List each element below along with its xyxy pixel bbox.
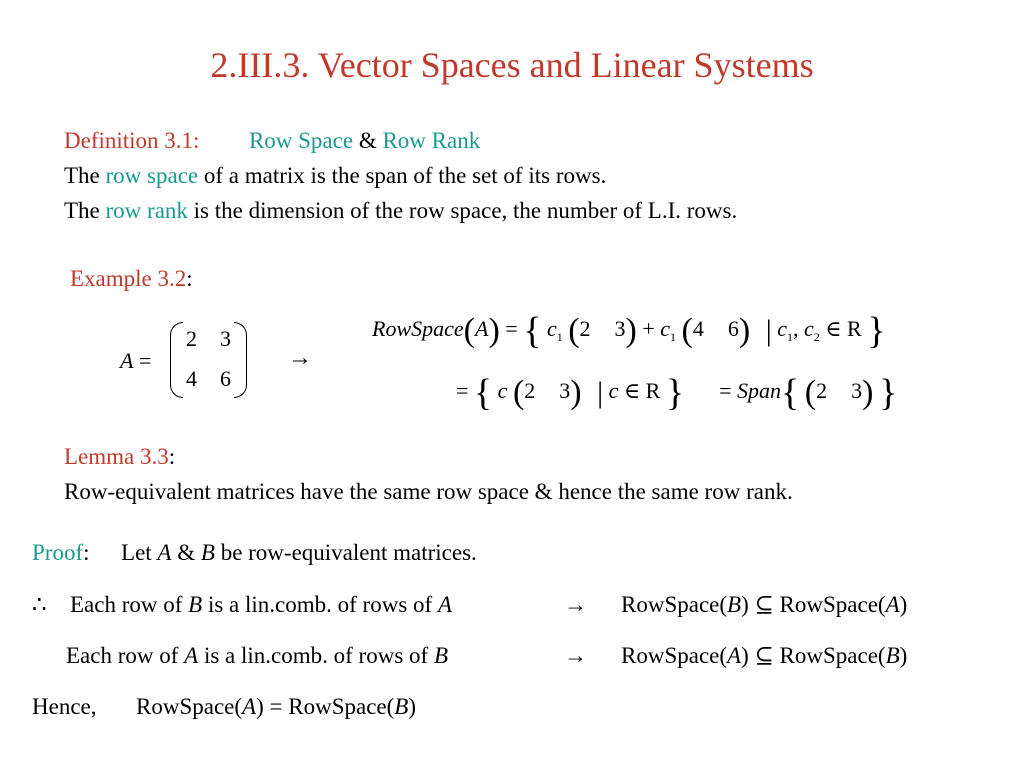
- text: The: [64, 163, 106, 188]
- paren: ): [570, 374, 582, 411]
- coef: c: [546, 316, 557, 341]
- equals: =: [505, 316, 518, 341]
- brace: {: [473, 372, 493, 414]
- text: ): [741, 643, 749, 668]
- text: RowSpace(: [779, 643, 886, 668]
- element-of: ∈: [623, 378, 641, 403]
- arrow: →: [564, 643, 587, 668]
- vec-entry: 3: [614, 316, 626, 341]
- var: A: [184, 643, 199, 668]
- arrow: →: [564, 592, 587, 617]
- equals: =: [719, 378, 732, 403]
- subscript: 1: [556, 330, 563, 344]
- amp: &: [358, 128, 377, 153]
- proof-colon: :: [83, 540, 90, 565]
- text: ): [741, 592, 749, 617]
- rowspace-equation: [372, 312, 885, 350]
- text: &: [171, 540, 201, 565]
- therefore-symbol: ∴: [32, 592, 47, 617]
- paren: ): [738, 312, 751, 349]
- text: Let: [121, 540, 158, 565]
- equals: =: [269, 694, 283, 719]
- brace: {: [781, 372, 800, 414]
- paren: (: [568, 312, 580, 349]
- var: A: [727, 643, 742, 668]
- proof-label: Proof: [32, 540, 84, 565]
- vec-entry: 2: [816, 378, 828, 403]
- reals-symbol: R: [847, 316, 862, 341]
- proof-line-1-conclusion: [621, 592, 907, 618]
- text: ): [408, 694, 417, 719]
- proof-line-2-conclusion: [621, 643, 907, 669]
- reals-symbol: R: [645, 378, 661, 403]
- equals: =: [456, 378, 469, 403]
- var: B: [433, 643, 448, 668]
- lemma-colon: :: [168, 444, 176, 469]
- paren: (: [512, 374, 525, 411]
- var: A: [885, 592, 900, 617]
- such-that-bar: |: [597, 376, 604, 409]
- slide-title: 2.III.3. Vector Spaces and Linear Systems: [210, 45, 814, 85]
- subset-symbol: ⊆: [754, 592, 774, 617]
- brace: }: [867, 310, 886, 352]
- text: The: [64, 198, 106, 223]
- var: B: [394, 694, 409, 719]
- proof-hence: [32, 694, 416, 720]
- lemma-label: Lemma 3.3: [64, 444, 169, 469]
- paren: (: [463, 312, 475, 349]
- arg: A: [474, 316, 489, 341]
- definition-line-2: [64, 198, 737, 224]
- text: Each row of: [70, 592, 189, 617]
- example-label: Example 3.2: [70, 266, 187, 291]
- text: ): [256, 694, 264, 719]
- proof-line-2: [66, 643, 448, 669]
- equals: =: [138, 348, 152, 373]
- var: A: [437, 592, 452, 617]
- text: is the dimension of the row space, the number of L.I. rows.: [187, 198, 738, 223]
- text: is a lin.comb. of rows of: [202, 592, 438, 617]
- definition-heading: [64, 128, 480, 154]
- text: RowSpace(: [288, 694, 395, 719]
- matrix-cell: 6: [220, 366, 231, 391]
- brace: }: [878, 372, 898, 414]
- term-row-rank: Row Rank: [382, 128, 481, 153]
- vec-entry: 2: [524, 378, 536, 403]
- brace: }: [665, 372, 685, 414]
- text: of a matrix is the span of the set of its rows.: [198, 163, 607, 188]
- text: ): [899, 592, 908, 617]
- coef: c: [777, 316, 787, 341]
- span-equation: [456, 374, 897, 412]
- coef: c: [608, 378, 619, 403]
- term: row rank: [105, 198, 188, 223]
- example-heading: [70, 266, 193, 292]
- element-of: ∈: [825, 316, 842, 341]
- text: RowSpace(: [136, 694, 243, 719]
- text: RowSpace(: [621, 592, 728, 617]
- subscript: 1: [670, 330, 677, 344]
- vec-entry: 2: [579, 316, 591, 341]
- var: B: [885, 643, 900, 668]
- matrix-cell: 2: [186, 326, 197, 351]
- span-fn: Span: [737, 378, 782, 403]
- matrix-cell: 3: [220, 326, 231, 351]
- matrix-right-paren: [234, 322, 247, 398]
- lemma-heading: [64, 444, 175, 470]
- text: ): [899, 643, 908, 668]
- definition-line-1: [64, 163, 606, 189]
- proof-line-1: [70, 592, 452, 618]
- vec-entry: 4: [692, 316, 704, 341]
- text: be row-equivalent matrices.: [214, 540, 477, 565]
- coef: c: [497, 378, 508, 403]
- text: is a lin.comb. of rows of: [198, 643, 434, 668]
- subscript: 2: [813, 330, 820, 344]
- var: A: [157, 540, 172, 565]
- comma: ,: [792, 316, 799, 341]
- paren: (: [681, 312, 693, 349]
- such-that-bar: |: [765, 314, 772, 347]
- vec-entry: 6: [727, 316, 739, 341]
- coef: c: [660, 316, 671, 341]
- text: RowSpace(: [779, 592, 886, 617]
- vec-entry: 3: [851, 378, 863, 403]
- example-arrow: →: [288, 345, 312, 371]
- paren: ): [625, 312, 637, 349]
- paren: (: [804, 374, 817, 411]
- definition-label: Definition 3.1: [64, 128, 194, 153]
- lemma-text: Row-equivalent matrices have the same row space & hence the same row rank.: [64, 479, 793, 504]
- brace: {: [523, 310, 542, 352]
- matrix-left-paren: [170, 322, 183, 398]
- paren: ): [862, 374, 874, 411]
- paren: ): [488, 312, 500, 349]
- example-colon: :: [186, 266, 193, 291]
- fn-name: RowSpace: [372, 316, 464, 341]
- var: B: [188, 592, 203, 617]
- text: RowSpace(: [621, 643, 728, 668]
- plus: +: [642, 316, 655, 341]
- text: Each row of: [66, 643, 185, 668]
- coef: c: [803, 316, 814, 341]
- var: B: [200, 540, 215, 565]
- matrix-name: A: [120, 348, 134, 373]
- definition-colon: :: [193, 128, 200, 153]
- subset-symbol: ⊆: [754, 643, 774, 668]
- matrix-label: [120, 348, 151, 374]
- term: row space: [105, 163, 199, 188]
- proof-line-0: [32, 540, 477, 566]
- hence-label: Hence,: [32, 694, 97, 719]
- var: A: [242, 694, 257, 719]
- matrix-cell: 4: [186, 366, 197, 391]
- var: B: [727, 592, 742, 617]
- vec-entry: 3: [559, 378, 571, 403]
- subscript: 1: [786, 330, 793, 344]
- term-row-space: Row Space: [248, 128, 354, 153]
